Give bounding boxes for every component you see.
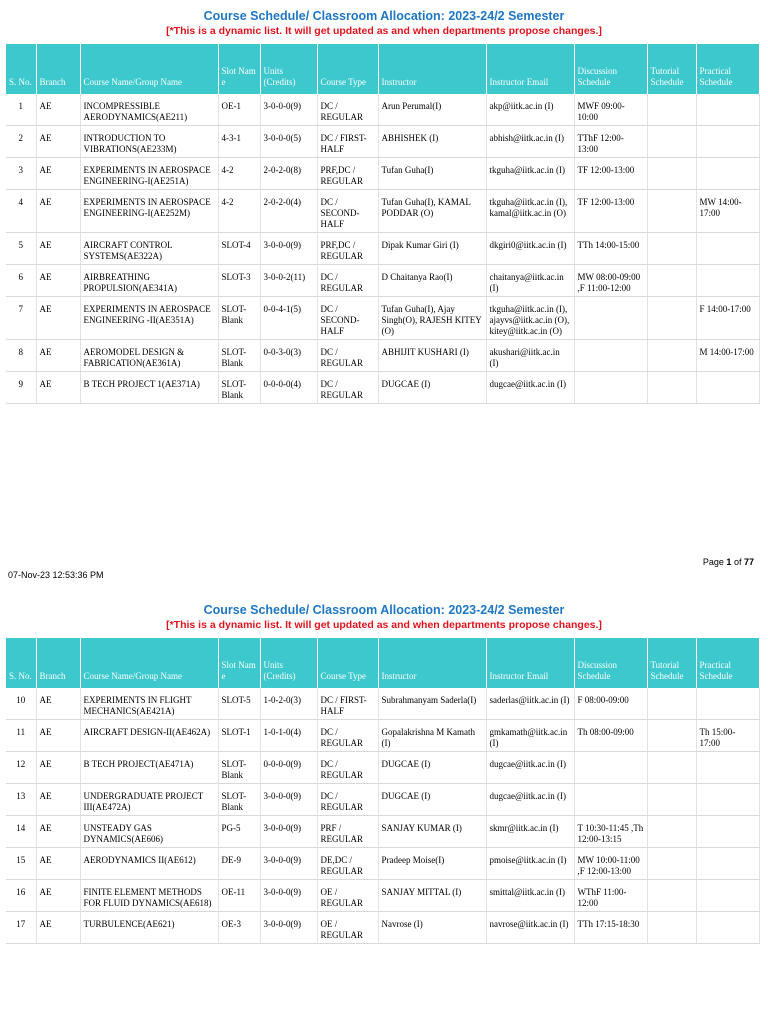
cell-units-credits: 3-0-0-0(9) [260,233,317,265]
cell-instructor: Tufan Guha(I), Ajay Singh(O), RAJESH KITEY (O) [378,297,486,340]
cell-slot-name: OE-3 [218,912,260,944]
page-number: 1 [726,557,732,567]
cell-branch: AE [36,126,80,158]
cell-course-type: DE,DC / REGULAR [317,848,378,880]
cell-course-name: UNSTEADY GAS DYNAMICS(AE606) [80,816,218,848]
cell-course-name: EXPERIMENTS IN AEROSPACE ENGINEERING-I(AE252M) [80,190,218,233]
cell-course-type: DC / SECOND-HALF [317,190,378,233]
cell-s-no: 13 [6,784,36,816]
cell-slot-name: SLOT-Blank [218,752,260,784]
cell-course-name: B TECH PROJECT(AE471A) [80,752,218,784]
table-row [6,190,759,233]
cell-course-type: DC / REGULAR [317,265,378,297]
column-header-slot-name: Slot Nam e [218,638,260,688]
column-header-units-credits: Units (Credits) [260,638,317,688]
cell-practical-schedule [696,126,759,158]
cell-course-type: DC / REGULAR [317,784,378,816]
cell-s-no: 15 [6,848,36,880]
cell-slot-name: 4-2 [218,190,260,233]
table-row [6,912,759,944]
cell-course-name: INTRODUCTION TO VIBRATIONS(AE233M) [80,126,218,158]
column-header-course-name: Course Name/Group Name [80,638,218,688]
cell-practical-schedule: Th 15:00-17:00 [696,720,759,752]
cell-practical-schedule [696,752,759,784]
cell-course-name: AERODYNAMICS II(AE612) [80,848,218,880]
page-2 [0,596,768,1024]
cell-course-type: OE / REGULAR [317,880,378,912]
cell-slot-name: 4-3-1 [218,126,260,158]
cell-discussion-schedule: TTh 17:15-18:30 [574,912,647,944]
cell-instructor: Dipak Kumar Giri (I) [378,233,486,265]
cell-discussion-schedule: T 10:30-11:45 ,Th 12:00-13:15 [574,816,647,848]
cell-course-type: OE / REGULAR [317,912,378,944]
cell-branch: AE [36,912,80,944]
cell-branch: AE [36,158,80,190]
cell-instructor: ABHISHEK (I) [378,126,486,158]
cell-slot-name: SLOT-Blank [218,784,260,816]
cell-discussion-schedule [574,297,647,340]
cell-instructor-email: saderlas@iitk.ac.in (I) [486,688,574,720]
cell-instructor: DUGCAE (I) [378,784,486,816]
cell-s-no: 7 [6,297,36,340]
cell-s-no: 17 [6,912,36,944]
column-header-practical-schedule: Practical Schedule [696,638,759,688]
cell-tutorial-schedule [647,340,696,372]
column-header-instructor: Instructor [378,638,486,688]
column-header-discussion-schedule: Discussion Schedule [574,638,647,688]
cell-instructor: Tufan Guha(I), KAMAL PODDAR (O) [378,190,486,233]
cell-branch: AE [36,340,80,372]
cell-instructor-email: dugcae@iitk.ac.in (I) [486,752,574,784]
cell-s-no: 3 [6,158,36,190]
table-row [6,688,759,720]
page-subtitle: [*This is a dynamic list. It will get updated as and when departments propose changes.] [166,619,602,631]
cell-instructor-email: dugcae@iitk.ac.in (I) [486,784,574,816]
schedule-table [6,638,760,944]
cell-instructor: Gopalakrishna M Kamath (I) [378,720,486,752]
cell-course-type: PRF / REGULAR [317,816,378,848]
cell-course-name: AIRCRAFT DESIGN-II(AE462A) [80,720,218,752]
cell-units-credits: 3-0-0-0(9) [260,912,317,944]
table-row [6,848,759,880]
cell-units-credits: 3-0-0-0(9) [260,784,317,816]
cell-course-type: DC / REGULAR [317,340,378,372]
of-word: of [733,557,742,567]
cell-course-name: EXPERIMENTS IN AEROSPACE ENGINEERING -II(AE351A) [80,297,218,340]
cell-s-no: 10 [6,688,36,720]
cell-course-name: EXPERIMENTS IN FLIGHT MECHANICS(AE421A) [80,688,218,720]
cell-instructor: Subrahmanyam Saderla(I) [378,688,486,720]
cell-branch: AE [36,880,80,912]
cell-slot-name: OE-11 [218,880,260,912]
cell-s-no: 4 [6,190,36,233]
column-header-tutorial-schedule: Tutorial Schedule [647,44,696,94]
cell-practical-schedule [696,688,759,720]
cell-course-name: TURBULENCE(AE621) [80,912,218,944]
column-header-s-no: S. No. [6,638,36,688]
cell-instructor: SANJAY MITTAL (I) [378,880,486,912]
cell-practical-schedule: F 14:00-17:00 [696,297,759,340]
cell-units-credits: 1-0-2-0(3) [260,688,317,720]
cell-instructor: SANJAY KUMAR (I) [378,816,486,848]
cell-instructor: DUGCAE (I) [378,752,486,784]
cell-units-credits: 3-0-0-0(9) [260,880,317,912]
table-row [6,720,759,752]
cell-instructor: ABHIJIT KUSHARI (I) [378,340,486,372]
cell-course-name: AIRCRAFT CONTROL SYSTEMS(AE322A) [80,233,218,265]
cell-discussion-schedule: MWF 09:00-10:00 [574,94,647,126]
cell-branch: AE [36,94,80,126]
cell-practical-schedule: MW 14:00-17:00 [696,190,759,233]
cell-slot-name: PG-5 [218,816,260,848]
column-header-discussion-schedule: Discussion Schedule [574,44,647,94]
cell-s-no: 2 [6,126,36,158]
page-subtitle: [*This is a dynamic list. It will get updated as and when departments propose changes.] [166,25,602,37]
column-header-practical-schedule: Practical Schedule [696,44,759,94]
cell-practical-schedule: M 14:00-17:00 [696,340,759,372]
cell-instructor-email: skmr@iitk.ac.in (I) [486,816,574,848]
column-header-s-no: S. No. [6,44,36,94]
cell-course-type: DC / FIRST-HALF [317,688,378,720]
cell-tutorial-schedule [647,720,696,752]
cell-units-credits: 3-0-0-0(9) [260,816,317,848]
cell-slot-name: SLOT-Blank [218,340,260,372]
cell-practical-schedule [696,233,759,265]
cell-instructor: D Chaitanya Rao(I) [378,265,486,297]
cell-units-credits: 3-0-0-0(5) [260,126,317,158]
table-body [6,688,759,944]
cell-instructor-email: tkguha@iitk.ac.in (I) [486,158,574,190]
table-body [6,94,759,404]
cell-practical-schedule [696,372,759,404]
cell-tutorial-schedule [647,158,696,190]
cell-s-no: 14 [6,816,36,848]
column-header-course-type: Course Type [317,638,378,688]
cell-discussion-schedule: Th 08:00-09:00 [574,720,647,752]
cell-tutorial-schedule [647,372,696,404]
cell-course-type: DC / REGULAR [317,720,378,752]
cell-course-name: B TECH PROJECT 1(AE371A) [80,372,218,404]
cell-course-type: DC / SECOND-HALF [317,297,378,340]
column-header-branch: Branch [36,44,80,94]
cell-s-no: 9 [6,372,36,404]
cell-instructor: DUGCAE (I) [378,372,486,404]
cell-tutorial-schedule [647,752,696,784]
cell-s-no: 16 [6,880,36,912]
column-header-course-type: Course Type [317,44,378,94]
cell-practical-schedule [696,816,759,848]
cell-branch: AE [36,233,80,265]
cell-course-type: PRF,DC / REGULAR [317,233,378,265]
cell-course-type: DC / REGULAR [317,94,378,126]
cell-tutorial-schedule [647,265,696,297]
cell-tutorial-schedule [647,912,696,944]
cell-course-type: PRF,DC / REGULAR [317,158,378,190]
cell-discussion-schedule [574,340,647,372]
cell-course-name: UNDERGRADUATE PROJECT III(AE472A) [80,784,218,816]
table-row [6,784,759,816]
cell-instructor-email: smittal@iitk.ac.in (I) [486,880,574,912]
column-header-branch: Branch [36,638,80,688]
cell-practical-schedule [696,94,759,126]
page-word: Page [702,557,724,567]
cell-instructor-email: tkguha@iitk.ac.in (I), kamal@iitk.ac.in (O) [486,190,574,233]
cell-instructor-email: chaitanya@iitk.ac.in (I) [486,265,574,297]
cell-practical-schedule [696,265,759,297]
table-row [6,126,759,158]
cell-discussion-schedule: TThF 12:00-13:00 [574,126,647,158]
cell-discussion-schedule: MW 08:00-09:00 ,F 11:00-12:00 [574,265,647,297]
cell-course-name: EXPERIMENTS IN AEROSPACE ENGINEERING-I(AE251A) [80,158,218,190]
table-row [6,340,759,372]
cell-units-credits: 2-0-2-0(8) [260,158,317,190]
table-row [6,94,759,126]
page-counter [703,557,754,567]
cell-course-type: DC / REGULAR [317,752,378,784]
cell-branch: AE [36,848,80,880]
table-row [6,265,759,297]
cell-s-no: 11 [6,720,36,752]
cell-tutorial-schedule [647,297,696,340]
column-header-instructor: Instructor [378,44,486,94]
cell-slot-name: SLOT-Blank [218,372,260,404]
cell-units-credits: 0-0-0-0(9) [260,752,317,784]
cell-branch: AE [36,816,80,848]
table-row [6,233,759,265]
cell-branch: AE [36,720,80,752]
column-header-units-credits: Units (Credits) [260,44,317,94]
cell-practical-schedule [696,848,759,880]
table-header-row [6,44,759,94]
cell-slot-name: SLOT-Blank [218,297,260,340]
cell-discussion-schedule: MW 10:00-11:00 ,F 12:00-13:00 [574,848,647,880]
cell-slot-name: SLOT-4 [218,233,260,265]
cell-slot-name: SLOT-3 [218,265,260,297]
cell-practical-schedule [696,784,759,816]
cell-units-credits: 3-0-0-2(11) [260,265,317,297]
table-row [6,158,759,190]
cell-tutorial-schedule [647,688,696,720]
cell-branch: AE [36,372,80,404]
cell-instructor: Tufan Guha(I) [378,158,486,190]
column-header-instructor-email: Instructor Email [486,638,574,688]
cell-course-type: DC / FIRST-HALF [317,126,378,158]
cell-branch: AE [36,688,80,720]
page-title: Course Schedule/ Classroom Allocation: 2023-24/2 Semester [203,603,565,617]
cell-discussion-schedule [574,752,647,784]
cell-s-no: 6 [6,265,36,297]
table-row [6,752,759,784]
cell-instructor-email: gmkamath@iitk.ac.in (I) [486,720,574,752]
column-header-instructor-email: Instructor Email [486,44,574,94]
cell-course-name: AIRBREATHING PROPULSION(AE341A) [80,265,218,297]
cell-discussion-schedule: WThF 11:00-12:00 [574,880,647,912]
cell-branch: AE [36,265,80,297]
cell-slot-name: SLOT-5 [218,688,260,720]
cell-units-credits: 0-0-4-1(5) [260,297,317,340]
cell-slot-name: SLOT-1 [218,720,260,752]
cell-practical-schedule [696,880,759,912]
column-header-slot-name: Slot Nam e [218,44,260,94]
cell-instructor-email: dugcae@iitk.ac.in (I) [486,372,574,404]
cell-discussion-schedule: TF 12:00-13:00 [574,190,647,233]
cell-units-credits: 2-0-2-0(4) [260,190,317,233]
cell-s-no: 1 [6,94,36,126]
cell-slot-name: OE-1 [218,94,260,126]
cell-s-no: 8 [6,340,36,372]
cell-course-name: INCOMPRESSIBLE AERODYNAMICS(AE211) [80,94,218,126]
cell-instructor-email: tkguha@iitk.ac.in (I), ajayvs@iitk.ac.in (O), kitey@iitk.ac.in (O) [486,297,574,340]
cell-discussion-schedule: TF 12:00-13:00 [574,158,647,190]
cell-course-type: DC / REGULAR [317,372,378,404]
cell-s-no: 5 [6,233,36,265]
cell-course-name: AEROMODEL DESIGN & FABRICATION(AE361A) [80,340,218,372]
cell-units-credits: 0-0-0-0(4) [260,372,317,404]
cell-units-credits: 0-0-3-0(3) [260,340,317,372]
table-row [6,880,759,912]
cell-branch: AE [36,190,80,233]
cell-course-name: FINITE ELEMENT METHODS FOR FLUID DYNAMICS(AE618) [80,880,218,912]
table-row [6,297,759,340]
cell-branch: AE [36,297,80,340]
cell-tutorial-schedule [647,880,696,912]
cell-instructor-email: akp@iitk.ac.in (I) [486,94,574,126]
cell-units-credits: 3-0-0-0(9) [260,848,317,880]
cell-instructor-email: akushari@iitk.ac.in (I) [486,340,574,372]
cell-tutorial-schedule [647,126,696,158]
cell-units-credits: 3-0-0-0(9) [260,94,317,126]
cell-instructor-email: navrose@iitk.ac.in (I) [486,912,574,944]
page-total: 77 [743,557,754,567]
cell-practical-schedule [696,158,759,190]
cell-discussion-schedule: F 08:00-09:00 [574,688,647,720]
cell-discussion-schedule [574,784,647,816]
cell-instructor: Pradeep Moise(I) [378,848,486,880]
cell-discussion-schedule: TTh 14:00-15:00 [574,233,647,265]
schedule-table [6,44,760,404]
cell-instructor-email: abhish@iitk.ac.in (I) [486,126,574,158]
cell-instructor-email: pmoise@iitk.ac.in (I) [486,848,574,880]
cell-s-no: 12 [6,752,36,784]
cell-tutorial-schedule [647,816,696,848]
print-timestamp: 07-Nov-23 12:53:36 PM [8,570,104,580]
cell-discussion-schedule [574,372,647,404]
table-header-row [6,638,759,688]
cell-tutorial-schedule [647,190,696,233]
table-row [6,372,759,404]
cell-tutorial-schedule [647,784,696,816]
cell-units-credits: 1-0-1-0(4) [260,720,317,752]
cell-slot-name: DE-9 [218,848,260,880]
cell-branch: AE [36,752,80,784]
column-header-course-name: Course Name/Group Name [80,44,218,94]
cell-instructor: Navrose (I) [378,912,486,944]
page-title: Course Schedule/ Classroom Allocation: 2023-24/2 Semester [203,9,565,23]
cell-tutorial-schedule [647,94,696,126]
cell-tutorial-schedule [647,233,696,265]
cell-practical-schedule [696,912,759,944]
cell-tutorial-schedule [647,848,696,880]
cell-instructor-email: dkgiri0@iitk.ac.in (I) [486,233,574,265]
cell-slot-name: 4-2 [218,158,260,190]
cell-branch: AE [36,784,80,816]
cell-instructor: Arun Perumal(I) [378,94,486,126]
table-row [6,816,759,848]
column-header-tutorial-schedule: Tutorial Schedule [647,638,696,688]
